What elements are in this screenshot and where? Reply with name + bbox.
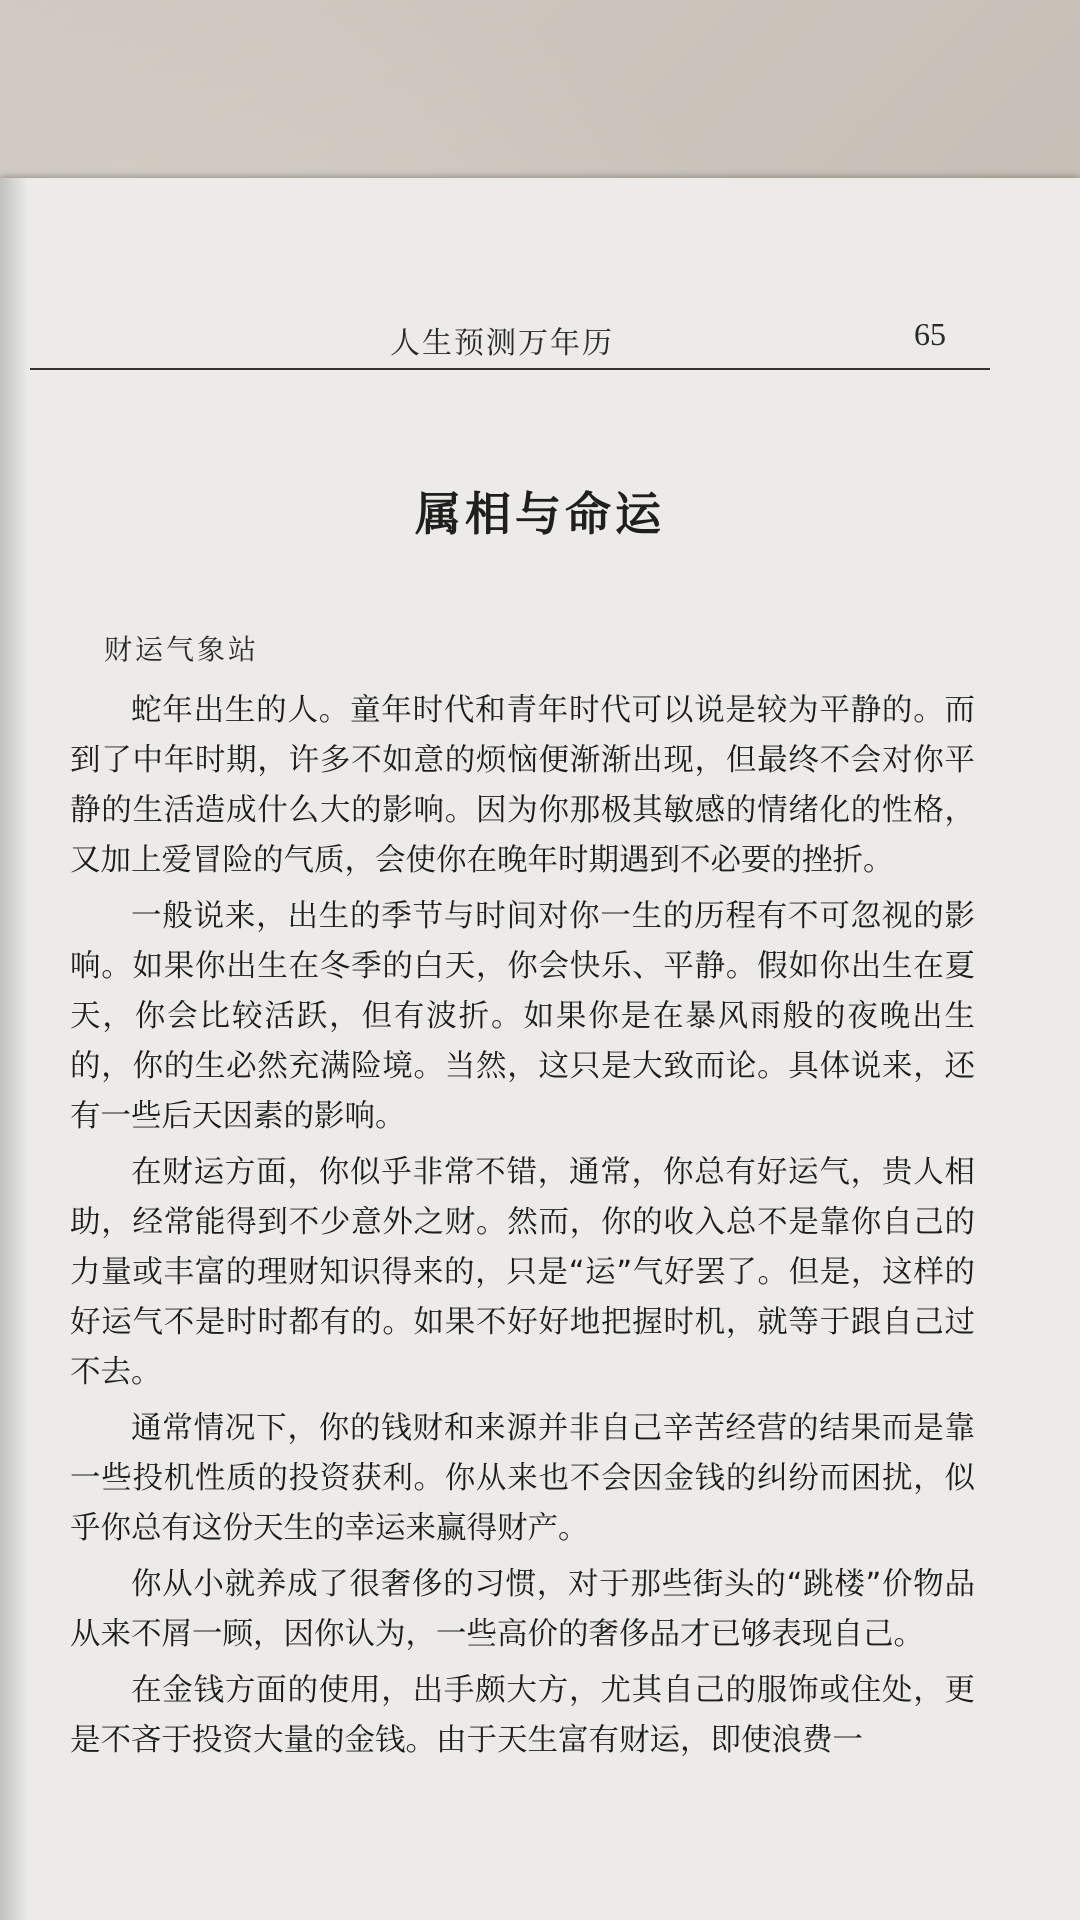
page-number: 65 <box>914 316 946 352</box>
running-header: 人生预测万年历 <box>390 326 614 361</box>
paragraph: 在财运方面，你似乎非常不错，通常，你总有好运气，贵人相助，经常能得到不少意外之财。然而，你的收入总不是靠你自己的力量或丰富的理财知识得来的，只是“运”气好罢了。但是，这样的好运气不是时时都有的。如果不好好地把握时机，就等于跟自己过不去。 <box>70 1155 975 1390</box>
page-gutter-shadow <box>0 178 28 1920</box>
paragraph: 一般说来，出生的季节与时间对你一生的历程有不可忽视的影响。如果你出生在冬季的白天，你会快乐、平静。假如你出生在夏天，你会比较活跃，但有波折。如果你是在暴风雨般的夜晚出生的，你的生必然充满险境。当然，这只是大致而论。具体说来，还有一些后天因素的影响。 <box>70 899 975 1134</box>
book-page <box>0 178 1080 1920</box>
paragraph: 在金钱方面的使用，出手颇大方，尤其自己的服饰或住处，更是不吝于投资大量的金钱。由于天生富有财运，即使浪费一 <box>70 1673 975 1758</box>
chapter-title: 属相与命运 <box>415 487 665 541</box>
paragraph: 你从小就养成了很奢侈的习惯，对于那些街头的“跳楼”价物品从来不屑一顾，因你认为，一些高价的奢侈品才已够表现自己。 <box>70 1567 975 1652</box>
header-rule <box>30 368 990 370</box>
body-text <box>70 686 975 1772</box>
section-heading: 财运气象站 <box>104 633 260 666</box>
paragraph: 蛇年出生的人。童年时代和青年时代可以说是较为平静的。而到了中年时期，许多不如意的烦恼便渐渐出现，但最终不会对你平静的生活造成什么大的影响。因为你那极其敏感的情绪化的性格，又加上爱冒险的气质，会使你在晚年时期遇到不必要的挫折。 <box>70 693 975 878</box>
paragraph: 通常情况下，你的钱财和来源并非自己辛苦经营的结果而是靠一些投机性质的投资获利。你从来也不会因金钱的纠纷而困扰，似乎你总有这份天生的幸运来赢得财产。 <box>70 1411 975 1546</box>
